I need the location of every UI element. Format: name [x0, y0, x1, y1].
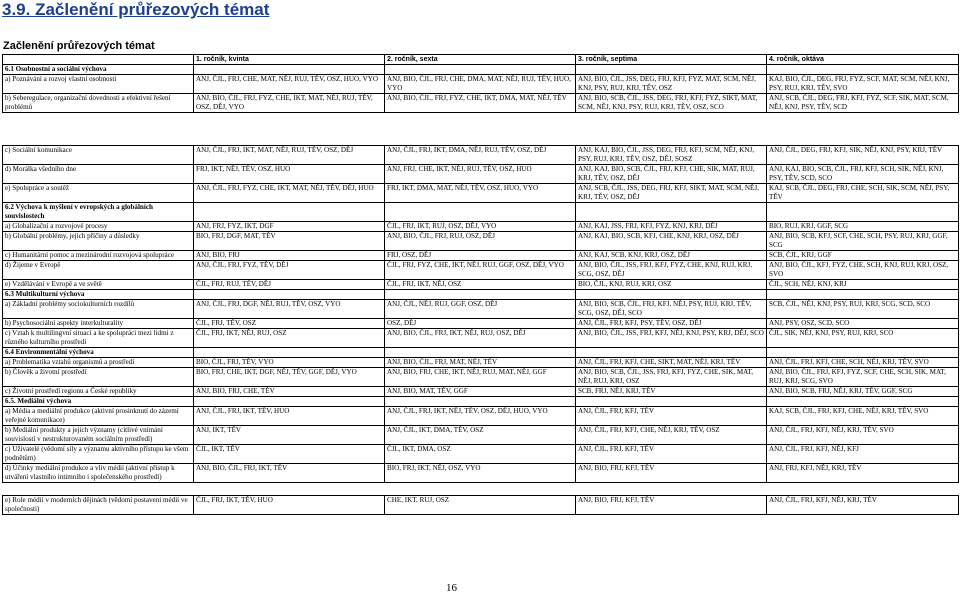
topic-cell: a) Základní problémy sociokulturních rozdílů — [3, 300, 194, 319]
subjects-cell: ANJ, BIO, ČJL, FRJ, CHE, DMA, MAT, NĚJ, RUJ, TĚV, HUO, VYO — [385, 75, 576, 94]
topic-cell: a) Média a mediální produkce (aktivní prosinknutí do zázemí veřejné komunikace) — [3, 407, 194, 426]
table-row — [3, 496, 959, 515]
subjects-cell: ČJL, IKT, DMA, OSZ — [385, 445, 576, 464]
topic-cell: c) Humanitární pomoc a mezinárodní rozvojová spolupráce — [3, 251, 194, 261]
spacer-cell — [3, 483, 959, 496]
subjects-cell: ANJ, KAJ, BIO, SCB, ČJL, FRJ, KFJ, CHE, SIK, MAT, RUJ, KRJ, TĚV, OSZ, DĚJ — [576, 165, 767, 184]
topic-cell: e) Spolupráce a soutěž — [3, 184, 194, 203]
table-row — [3, 75, 959, 94]
subjects-cell: ANJ, BIO, ČJL, FRJ, FYZ, CHE, IKT, DMA, MAT, NĚJ, TĚV — [385, 94, 576, 113]
subjects-cell: ANJ, ČJL, FRJ, CHE, MAT, NĚJ, RUJ, TĚV, OSZ, HUO, VYO — [194, 75, 385, 94]
empty-cell — [767, 397, 959, 407]
empty-cell — [576, 348, 767, 358]
subjects-cell: FRJ, OSZ, DĚJ — [385, 251, 576, 261]
topic-cell: d) Účinky mediální produkce a vliv médií (aktivní přístup k utváření vlastního intimního i společenského prostředí) — [3, 464, 194, 483]
table-row — [3, 319, 959, 329]
subjects-cell: KAJ, SCB, ČJL, FRJ, KFJ, CHE, NĚJ, KRJ, TĚV, SVO — [767, 407, 959, 426]
subjects-cell: ČJL, FRJ, TĚV, OSZ — [194, 319, 385, 329]
topic-cell: b) Psychosociální aspekty interkulturality — [3, 319, 194, 329]
subjects-cell: ANJ, ČJL, FRJ, KFJ, NĚJ, KRJ, TĚV, SVO — [767, 426, 959, 445]
section-row — [3, 348, 959, 358]
subjects-cell: ČJL, SCH, NĚJ, KNJ, KRJ — [767, 280, 959, 290]
subjects-cell: ANJ, BIO, ČJL, FRJ, MAT, NĚJ, TĚV — [385, 358, 576, 368]
topic-cell: b) Člověk a životní prostředí — [3, 368, 194, 387]
subjects-cell: ANJ, ČJL, FRJ, IKT, TĚV, HUO — [194, 407, 385, 426]
section-title: 6.3 Multikulturní výchova — [3, 290, 194, 300]
topic-cell: c) Uživatelé (vědomí síly a významu aktivního přístupu ke všem podnětům) — [3, 445, 194, 464]
subjects-cell: BIO, FRJ, CHE, IKT, DGF, NĚJ, TĚV, GGF, DĚJ, VYO — [194, 368, 385, 387]
subjects-cell: ANJ, BIO, ČJL, JSS, FRJ, KFJ, FYZ, CHE, KNJ, RUJ, KRJ, SCG, OSZ, DĚJ — [576, 261, 767, 280]
table-row — [3, 387, 959, 397]
subjects-cell: BIO, ČJL, FRJ, TĚV, VYO — [194, 358, 385, 368]
empty-cell — [385, 348, 576, 358]
empty-cell — [385, 290, 576, 300]
header-row — [3, 55, 959, 65]
topic-cell: c) Sociální komunikace — [3, 146, 194, 165]
subjects-cell: ANJ, BIO, ČJL, FRJ, IKT, NĚJ, RUJ, OSZ, DĚJ — [385, 329, 576, 348]
subjects-cell: ANJ, BIO, ČJL, FRJ, IKT, TĚV — [194, 464, 385, 483]
subjects-cell: ANJ, FRJ, KFJ, NĚJ, KRJ, TĚV — [767, 464, 959, 483]
subjects-cell: ANJ, ČJL, FRJ, KFJ, TĚV — [576, 445, 767, 464]
subjects-cell: ANJ, BIO, ČJL, FRJ, FYZ, CHE, IKT, MAT, NĚJ, RUJ, TĚV, OSZ, DĚJ, VYO — [194, 94, 385, 113]
table-row — [3, 94, 959, 113]
subjects-cell: ANJ, BIO, SCB, ČJL, JSS, FRJ, KFJ, FYZ, CHE, SIK, MAT, NĚJ, RUJ, KRJ, OSZ — [576, 368, 767, 387]
section-title: 6.2 Výchova k myšlení v evropských a globálních souvislostech — [3, 203, 194, 222]
subjects-cell: ANJ, ČJL, IKT, DMA, TĚV, OSZ — [385, 426, 576, 445]
topic-cell: c) Vztah k multilingvní situaci a ke spolupráci mezi lidmi z různého kulturního prostředí — [3, 329, 194, 348]
table-row — [3, 358, 959, 368]
subjects-cell: ANJ, SCB, ČJL, DEG, FRJ, KFJ, FYZ, SCF, SIK, MAT, SCM, NĚJ, KNJ, PSY, TĚV, SCD — [767, 94, 959, 113]
table-row — [3, 445, 959, 464]
subjects-cell: ANJ, BIO, ČJL, FRJ, RUJ, OSZ, DĚJ — [385, 232, 576, 251]
topic-cell: c) Životní prostředí regionu a České republiky — [3, 387, 194, 397]
table-row — [3, 261, 959, 280]
spacer-row — [3, 483, 959, 496]
table-title: Začlenění průřezových témat — [3, 40, 155, 52]
subjects-cell: ANJ, BIO, MAT, TĚV, GGF — [385, 387, 576, 397]
section-row — [3, 65, 959, 75]
subjects-cell: ANJ, KAJ, BIO, ČJL, JSS, DEG, FRJ, KFJ, SCM, NĚJ, KNJ, PSY, RUJ, KRJ, TĚV, OSZ, DĚJ, SOSZ — [576, 146, 767, 165]
table-row — [3, 165, 959, 184]
empty-cell — [385, 65, 576, 75]
table-row — [3, 146, 959, 165]
subjects-cell: ANJ, ČJL, FRJ, KFJ, CHE, SIKT, MAT, NĚJ, KRJ, TĚV — [576, 358, 767, 368]
subjects-cell: ANJ, BIO, FRJ, KFJ, TĚV — [576, 464, 767, 483]
subjects-cell: ANJ, ČJL, FRJ, KFJ, TĚV — [576, 407, 767, 426]
page-heading: 3.9. Začlenění průřezových témat — [2, 0, 270, 19]
subjects-cell: ANJ, ČJL, FRJ, IKT, MAT, NĚJ, RUJ, TĚV, OSZ, DĚJ — [194, 146, 385, 165]
topic-cell: a) Poznávání a rozvoj vlastní osobnosti — [3, 75, 194, 94]
subjects-cell: ANJ, ČJL, FRJ, FYZ, TĚV, DĚJ — [194, 261, 385, 280]
table-row — [3, 300, 959, 319]
topic-cell: b) Seberegulace, organizační dovednosti a efektivní řešení problémů — [3, 94, 194, 113]
subjects-cell: ANJ, ČJL, FRJ, IKT, DMA, NĚJ, RUJ, TĚV, OSZ, DĚJ — [385, 146, 576, 165]
empty-cell — [767, 65, 959, 75]
subjects-cell: BIO, FRJ, IKT, NĚJ, OSZ, VYO — [385, 464, 576, 483]
subjects-cell: ANJ, ČJL, FRJ, DGF, NĚJ, RUJ, TĚV, OSZ, VYO — [194, 300, 385, 319]
page-number: 16 — [446, 582, 457, 594]
column-header: 1. ročník, kvinta — [194, 55, 385, 65]
empty-cell — [385, 397, 576, 407]
crosscutting-topics-table — [2, 54, 959, 515]
subjects-cell: ANJ, IKT, TĚV — [194, 426, 385, 445]
empty-cell — [576, 65, 767, 75]
table-row — [3, 329, 959, 348]
empty-cell — [385, 203, 576, 222]
subjects-cell: ANJ, BIO, SCB, ČJL, JSS, DEG, FRJ, KFJ, FYZ, SIKT, MAT, SCM, NĚJ, KNJ, PSY, RUJ, KRJ, TĚV, OSZ, SCO — [576, 94, 767, 113]
column-header — [3, 55, 194, 65]
subjects-cell: ČJL, FRJ, IKT, TĚV, HUO — [194, 496, 385, 515]
subjects-cell: ČJL, IKT, TĚV — [194, 445, 385, 464]
subjects-cell: BIO, FRJ, DGF, MAT, TĚV — [194, 232, 385, 251]
subjects-cell: ČJL, SIK, NĚJ, KNJ, PSY, RUJ, KRJ, SCO — [767, 329, 959, 348]
subjects-cell: OSZ, DĚJ — [385, 319, 576, 329]
empty-cell — [194, 397, 385, 407]
subjects-cell: ANJ, BIO, ČJL, JSS, FRJ, KFJ, NĚJ, KNJ, PSY, KRJ, DĚJ, SCO — [576, 329, 767, 348]
subjects-cell: ANJ, KAJ, SCB, KNJ, KRJ, OSZ, DĚJ — [576, 251, 767, 261]
subjects-cell: ANJ, ČJL, FRJ, KFJ, CHE, SCH, NĚJ, KRJ, TĚV, SVO — [767, 358, 959, 368]
subjects-cell: ANJ, KAJ, JSS, FRJ, KFJ, FYZ, KNJ, KRJ, DĚJ — [576, 222, 767, 232]
section-row — [3, 397, 959, 407]
table-row — [3, 426, 959, 445]
subjects-cell: ANJ, FRJ, CHE, IKT, NĚJ, RUJ, TĚV, OSZ, HUO — [385, 165, 576, 184]
table-row — [3, 222, 959, 232]
column-header: 2. ročník, sexta — [385, 55, 576, 65]
subjects-cell: SCB, ČJL, KRJ, GGF — [767, 251, 959, 261]
subjects-cell: SCB, ČJL, NĚJ, KNJ, PSY, RUJ, KRJ, SCG, SCD, SCO — [767, 300, 959, 319]
topic-cell: d) Žijeme v Evropě — [3, 261, 194, 280]
empty-cell — [767, 348, 959, 358]
table-row — [3, 184, 959, 203]
subjects-cell: ANJ, ČJL, DEG, FRJ, KFJ, SIK, NĚJ, KNJ, PSY, KRJ, TĚV — [767, 146, 959, 165]
subjects-cell: ANJ, ČJL, FRJ, FYZ, CHE, IKT, MAT, NĚJ, TĚV, DĚJ, HUO — [194, 184, 385, 203]
subjects-cell: KAJ, SCB, ČJL, DEG, FRJ, CHE, SCH, SIK, SCM, NĚJ, PSY, TĚV — [767, 184, 959, 203]
spacer-cell — [3, 113, 959, 146]
subjects-cell: ANJ, BIO, ČJL, FRJ, KFJ, FYZ, SCF, CHE, SCH, SIK, MAT, RUJ, KRJ, SCG, SVO — [767, 368, 959, 387]
topic-cell: b) Globální problémy, jejich příčiny a důsledky — [3, 232, 194, 251]
subjects-cell: ANJ, ČJL, FRJ, KFJ, PSY, TĚV, OSZ, DĚJ — [576, 319, 767, 329]
subjects-cell: ANJ, FRJ, FYZ, IKT, DGF — [194, 222, 385, 232]
table-row — [3, 407, 959, 426]
column-header: 3. ročník, septima — [576, 55, 767, 65]
empty-cell — [576, 203, 767, 222]
subjects-cell: ANJ, BIO, FRJ — [194, 251, 385, 261]
subjects-cell: ANJ, BIO, ČJL, JSS, DEG, FRJ, KFJ, FYZ, MAT, SCM, NĚJ, KNJ, PSY, RUJ, KRJ, TĚV, OSZ — [576, 75, 767, 94]
section-title: 6.4 Environmentální výchova — [3, 348, 194, 358]
subjects-cell: ANJ, BIO, SCB, ČJL, FRJ, KFJ, NĚJ, PSY, RUJ, KRJ, TĚV, SCG, OSZ, DĚJ, SCO — [576, 300, 767, 319]
empty-cell — [576, 290, 767, 300]
subjects-cell: ČJL, FRJ, RUJ, TĚV, DĚJ — [194, 280, 385, 290]
subjects-cell: ANJ, PSY, OSZ, SCD, SCO — [767, 319, 959, 329]
subjects-cell: ANJ, ČJL, NĚJ, RUJ, GGF, OSZ, DĚJ — [385, 300, 576, 319]
section-row — [3, 290, 959, 300]
subjects-cell: ANJ, KAJ, BIO, SCB, ČJL, FRJ, KFJ, SCH, SIK, NĚJ, KNJ, PSY, TĚV, SCD, SCO — [767, 165, 959, 184]
section-row — [3, 203, 959, 222]
topic-cell: a) Problematika vztahů organismů a prostředí — [3, 358, 194, 368]
empty-cell — [194, 65, 385, 75]
subjects-cell: ANJ, BIO, SCB, FRJ, NĚJ, KRJ, TĚV, GGF, SCG — [767, 387, 959, 397]
section-title: 6.5. Mediální výchova — [3, 397, 194, 407]
subjects-cell: ANJ, BIO, FRJ, KFJ, TĚV — [576, 496, 767, 515]
table-row — [3, 251, 959, 261]
empty-cell — [194, 348, 385, 358]
subjects-cell: ANJ, ČJL, FRJ, KFJ, CHE, NĚJ, KRJ, TĚV, OSZ — [576, 426, 767, 445]
topic-cell: b) Mediální produkty a jejich významy (citlivé vnímání souvislostí v nestrukturovaném sociálním prostředí) — [3, 426, 194, 445]
empty-cell — [194, 290, 385, 300]
subjects-cell: BIO, RUJ, KRJ, GGF, SCG — [767, 222, 959, 232]
subjects-cell: FRJ, IKT, DMA, MAT, NĚJ, TĚV, OSZ, HUO, VYO — [385, 184, 576, 203]
subjects-cell: ČJL, FRJ, IKT, RUJ, OSZ, DĚJ, VYO — [385, 222, 576, 232]
section-title: 6.1 Osobnostní a sociální výchova — [3, 65, 194, 75]
subjects-cell: ANJ, BIO, FRJ, CHE, TĚV — [194, 387, 385, 397]
subjects-cell: ANJ, BIO, ČJL, KFJ, FYZ, CHE, SCH, KNJ, RUJ, KRJ, OSZ, SVO — [767, 261, 959, 280]
subjects-cell: ANJ, ČJL, FRJ, IKT, NĚJ, TĚV, OSZ, DĚJ, HUO, VYO — [385, 407, 576, 426]
subjects-cell: ČJL, FRJ, IKT, NĚJ, RUJ, OSZ — [194, 329, 385, 348]
table-row — [3, 368, 959, 387]
empty-cell — [767, 203, 959, 222]
subjects-cell: FRJ, IKT, NĚJ, TĚV, OSZ, HUO — [194, 165, 385, 184]
column-header: 4. ročník, oktáva — [767, 55, 959, 65]
subjects-cell: KAJ, BIO, ČJL, DEG, FRJ, FYZ, SCF, MAT, SCM, NĚJ, KNJ, PSY, RUJ, KRJ, TĚV, SVO — [767, 75, 959, 94]
subjects-cell: SCB, FRJ, NĚJ, KRJ, TĚV — [576, 387, 767, 397]
subjects-cell: ANJ, BIO, FRJ, CHE, IKT, NĚJ, RUJ, MAT, NĚJ, GGF — [385, 368, 576, 387]
spacer-row — [3, 113, 959, 146]
empty-cell — [576, 397, 767, 407]
table-row — [3, 280, 959, 290]
topic-cell: a) Globalizační a rozvojové procesy — [3, 222, 194, 232]
subjects-cell: ANJ, ČJL, FRJ, KFJ, NĚJ, KRJ, TĚV — [767, 496, 959, 515]
subjects-cell: ANJ, SCB, ČJL, JSS, DEG, FRJ, KFJ, SIKT, MAT, SCM, NĚJ, KRJ, TĚV, OSZ, DĚJ — [576, 184, 767, 203]
subjects-cell: CHE, IKT, RUJ, OSZ — [385, 496, 576, 515]
topic-cell: e) Vzdělávání v Evropě a ve světě — [3, 280, 194, 290]
subjects-cell: ANJ, BIO, SCB, KFJ, SCF, CHE, SCH, PSY, RUJ, KRJ, GGF, SCG — [767, 232, 959, 251]
subjects-cell: ČJL, FRJ, FYZ, CHE, IKT, NĚJ, RUJ, GGF, OSZ, DĚJ, VYO — [385, 261, 576, 280]
table-row — [3, 464, 959, 483]
subjects-cell: ANJ, KAJ, BIO, SCB, KFJ, CHE, KNJ, KRJ, OSZ, DĚJ — [576, 232, 767, 251]
table-row — [3, 232, 959, 251]
subjects-cell: ANJ, ČJL, FRJ, KFJ, NĚJ, KFJ — [767, 445, 959, 464]
topic-cell: e) Role médií v moderních dějinách (vědomí postavení médií ve společnosti) — [3, 496, 194, 515]
subjects-cell: ČJL, FRJ, IKT, NĚJ, OSZ — [385, 280, 576, 290]
empty-cell — [194, 203, 385, 222]
empty-cell — [767, 290, 959, 300]
subjects-cell: BIO, ČJL, KNJ, RUJ, KRJ, OSZ — [576, 280, 767, 290]
topic-cell: d) Morálka všedního dne — [3, 165, 194, 184]
